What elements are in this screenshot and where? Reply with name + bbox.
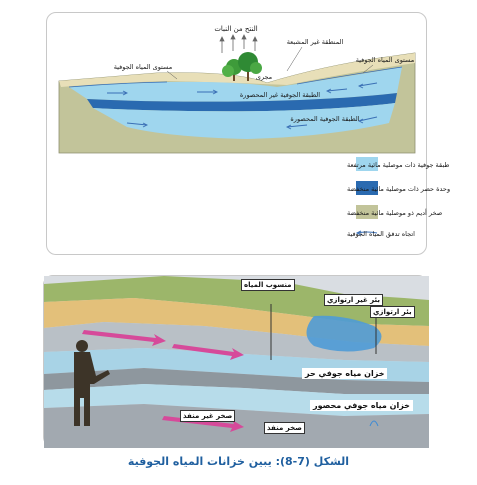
legend-label-bedrock: صخر أديم ذو موصلية مائية منخفضة xyxy=(347,209,443,217)
permeable-rock-tag: صخر منفذ xyxy=(264,422,305,434)
confined-aquifer-tag: خزان مياه جوفي محصور xyxy=(310,400,413,411)
impermeable-rock-tag: صخر غير منفذ xyxy=(180,410,235,422)
transpiration-arrows xyxy=(220,35,257,53)
stream-label: مجرى xyxy=(255,73,273,81)
legend-label-high-conductivity: طبقة جوفية ذات موصلية مائية مرتفعة xyxy=(347,161,450,169)
legend-label-flow: اتجاه تدفق المياه الجوفية xyxy=(347,230,415,238)
groundwater-cross-section-panel xyxy=(46,12,451,255)
artesian-well-tag: بئر ارتوازي xyxy=(370,306,415,318)
aquifer-block-panel xyxy=(43,275,428,447)
unconfined-aquifer-label: الطبقة الجوفية غير المحصورة xyxy=(239,91,321,99)
free-aquifer-tag: خزان مياه جوفي حر xyxy=(302,368,387,379)
groundwater-cross-section-svg xyxy=(47,13,451,256)
legend xyxy=(347,157,450,238)
transpiration-label: النتح من النبات xyxy=(214,25,258,33)
figure-caption: الشكل (7-8): يبين خزانات المياه الجوفية xyxy=(127,455,350,468)
water-level-tag: منسوب المياه xyxy=(241,279,295,291)
non-artesian-well-tag: بئر غير ارتوازي xyxy=(324,294,383,306)
unsaturated-zone-label: المنطقة غير المشبعة xyxy=(286,38,344,46)
legend-label-confining: وحدة حصر ذات موصلية مائية منخفضة xyxy=(347,185,451,193)
confined-aquifer-label: الطبقة الجوفية المحصورة xyxy=(290,115,360,123)
water-table-right-label: مستوى المياه الجوفية xyxy=(355,56,415,64)
water-table-left-label: مستوى المياه الجوفية xyxy=(113,63,173,71)
